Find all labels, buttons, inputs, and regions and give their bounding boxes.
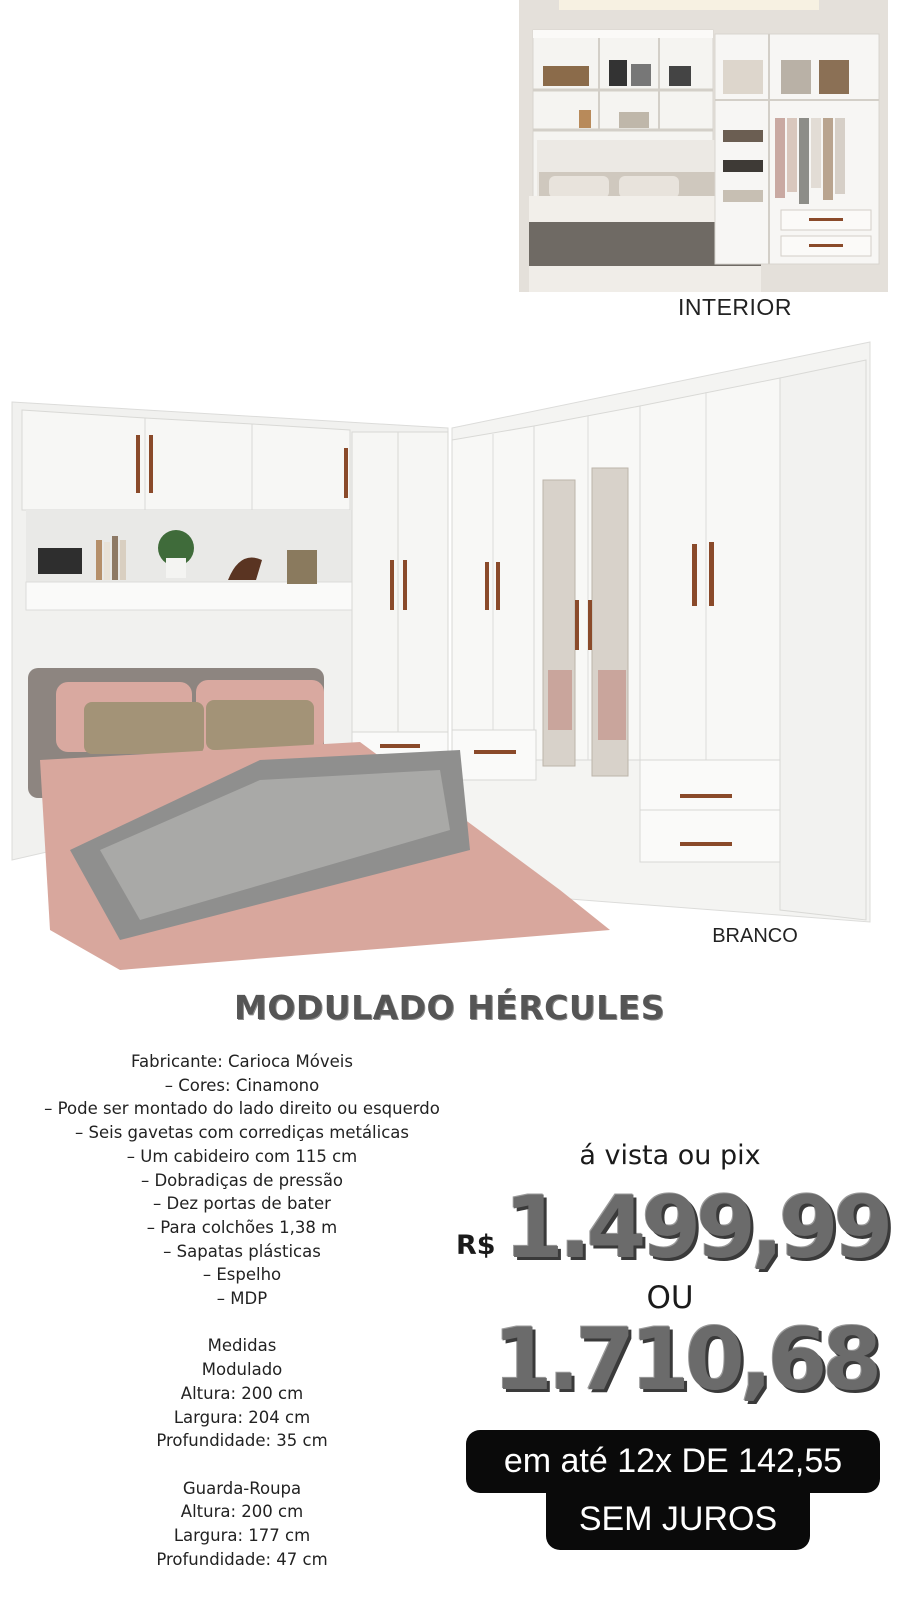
interior-photo [519, 0, 888, 292]
product-photo [0, 330, 899, 980]
spec-line: – Para colchões 1,38 m [146, 1217, 338, 1237]
modulado-heading: Modulado [201, 1360, 283, 1380]
installment-badge: em até 12x DE 142,55 [466, 1430, 880, 1493]
wardrobe-heading: Guarda-Roupa [182, 1478, 302, 1498]
spec-line: – MDP [216, 1289, 268, 1309]
spec-line: – Sapatas plásticas [163, 1241, 321, 1261]
spec-line: – Pode ser montado do lado direito ou esquerdo [44, 1099, 440, 1119]
spec-line: – Dez portas de bater [153, 1194, 331, 1214]
wardrobe-height: Altura: 200 cm [180, 1502, 304, 1522]
color-caption: BRANCO [712, 925, 798, 947]
spec-line: – Dobradiças de pressão [140, 1170, 344, 1190]
measures-heading: Medidas [207, 1336, 277, 1356]
spec-line: – Cores: Cinamono [164, 1075, 320, 1095]
cash-price-row [452, 1180, 892, 1290]
spec-line: – Um cabideiro com 115 cm [126, 1146, 358, 1166]
cash-price-label: á vista ou pix [579, 1140, 761, 1171]
no-interest-badge: SEM JUROS [546, 1488, 810, 1550]
currency-symbol: R$ [456, 1230, 496, 1261]
product-title: MODULADO HÉRCULES [233, 988, 665, 1027]
modulado-depth: Profundidade: 35 cm [156, 1431, 328, 1451]
spec-line: Fabricante: Carioca Móveis [131, 1052, 353, 1071]
spec-line: – Seis gavetas com corrediças metálicas [74, 1123, 410, 1143]
modulado-height: Altura: 200 cm [180, 1383, 304, 1403]
cash-price: 1.499,99 [504, 1178, 889, 1278]
modulado-width: Largura: 204 cm [173, 1407, 311, 1427]
wardrobe-width: Largura: 177 cm [173, 1526, 311, 1546]
interior-caption: INTERIOR [678, 294, 792, 320]
spec-list [0, 1050, 492, 1571]
wardrobe-depth: Profundidade: 47 cm [156, 1549, 328, 1569]
installment-total: 1.710,68 [492, 1310, 878, 1410]
or-label: OU [646, 1280, 694, 1316]
spec-line: – Espelho [202, 1265, 282, 1285]
